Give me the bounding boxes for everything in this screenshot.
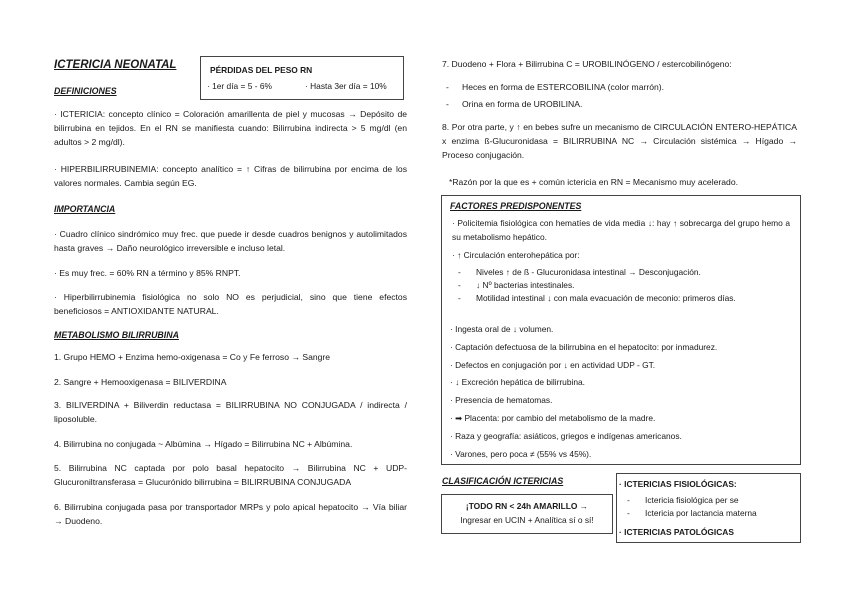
factores-box xyxy=(441,195,801,465)
factor-conjugacion: · Defectos en conjugación por ↓ en actividad UDP - GT. xyxy=(450,359,656,370)
razon-note: *Razón por la que es + común ictericia en RN = Mecanismo muy acelerado. xyxy=(449,177,738,187)
metabolismo-step-2: 2. Sangre + Hemooxigenasa = BILIVERDINA xyxy=(54,377,227,387)
fisiologica-lactancia: - Ictericia por lactancia materna xyxy=(625,507,797,520)
importancia-p3: · Hiperbilirrubinemia fisiológica no solo NO es perjudicial, sino que tiene efectos beneficiosos = ANTIOXIDANTE NATURAL. xyxy=(54,292,407,317)
definiciones-heading: DEFINICIONES xyxy=(54,86,117,96)
perdidas-item-2: · Hasta 3er día = 10% xyxy=(305,81,387,91)
factores-list xyxy=(450,321,792,463)
clasificacion-heading: CLASIFICACIÓN ICTERICIAS xyxy=(442,476,564,486)
metabolismo-step-6: 6. Bilirrubina conjugada pasa por transportador MRPs y polo apical hepatocito → Vía biliar → Duodeno. xyxy=(54,502,407,527)
def-hiperbilirrubinemia: · HIPERBILIRRUBINEMIA: concepto analítico = ↑ Cifras de bilirrubina por encima de los valores normales. Cambia según EG. xyxy=(54,164,407,189)
fisiologica-per-se: - Ictericia fisiológica per se xyxy=(625,494,797,507)
ictericias-types-box xyxy=(616,473,801,543)
factor-ingesta: · Ingesta oral de ↓ volumen. xyxy=(450,324,554,334)
importancia-p1: · Cuadro clínico sindrómico muy frec. que puede ir desde cuadros benignos y autolimitados hasta graves → Daño neurológico irreversible e incluso letal. xyxy=(54,229,407,254)
metabolismo-step-7-list xyxy=(442,80,797,111)
perdidas-title: PÉRDIDAS DEL PESO RN xyxy=(210,65,313,75)
factor-sub-motilidad: - Motilidad intestinal ↓ con mala evacuación de meconio: primeros días. xyxy=(456,292,790,305)
factor-varones: · Varones, pero poca ≠ (55% vs 45%). xyxy=(450,448,592,459)
factores-heading: FACTORES PREDISPONENTES xyxy=(450,201,582,211)
metabolismo-step-8: 8. Por otra parte, y ↑ en bebes sufre un mecanismo de CIRCULACIÓN ENTERO-HEPÁTICA x enzima ß-Glucuronidasa = BILIRRUBINA NC → Circulación sistémica → Hígado → Proceso conjugación. xyxy=(442,122,797,161)
metabolismo-step-7: 7. Duodeno + Flora + Bilirrubina C = UROBILINÓGENO / estercobilinógeno: xyxy=(442,59,732,69)
factor-captacion: · Captación defectuosa de la bilirrubina en el hepatocito: por inmadurez. xyxy=(450,341,718,352)
factor-raza: · Raza y geografía: asiáticos, griegos e indígenas americanos. xyxy=(450,430,682,441)
perdidas-peso-box xyxy=(200,56,404,100)
page-title: ICTERICIA NEONATAL xyxy=(54,59,177,71)
todo-rn-line-2: Ingresar en UCIN + Analítica sí o sí! xyxy=(460,515,594,525)
factor-hematomas: · Presencia de hematomas. xyxy=(450,395,553,406)
factor-sub-bacterias: - ↓ Nº bacterias intestinales. xyxy=(456,279,790,292)
step-7-heces: - Heces en forma de ESTERCOBILINA (color marrón). xyxy=(442,80,797,94)
patologicas-title: · ICTERICIAS PATOLÓGICAS xyxy=(619,527,734,537)
factor-circulacion: · ↑ Circulación enterohepática por: xyxy=(452,250,580,260)
factor-placenta: · ➡ Placenta: por cambio del metabolismo de la madre. xyxy=(450,412,656,423)
factor-circulacion-list xyxy=(456,266,790,305)
factor-policitemia: · Policitemia fisiológica con hematíes de vida media ↓: hay ↑ sobrecarga del grupo hemo a su metabolismo hepático. xyxy=(452,218,790,243)
fisiologicas-list xyxy=(625,494,797,520)
metabolismo-step-4: 4. Bilirrubina no conjugada ~ Albúmina → Hígado = Bilirrubina NC + Albúmina. xyxy=(54,439,353,449)
step-7-orina: - Orina en forma de UROBILINA. xyxy=(442,97,797,111)
todo-rn-line-1: ¡TODO RN < 24h AMARILLO → xyxy=(465,501,589,511)
perdidas-item-1: · 1er día = 5 - 6% xyxy=(207,81,272,91)
importancia-heading: IMPORTANCIA xyxy=(54,204,116,214)
metabolismo-step-5: 5. Bilirrubina NC captada por polo basal hepatocito → Bilirrubina NC + UDP-Glucuroniltransferasa = Glucurónido bilirrubina = BILIRRUBINA CONJUGADA xyxy=(54,463,407,488)
fisiologicas-title: · ICTERICIAS FISIOLÓGICAS: xyxy=(619,479,737,489)
metabolismo-step-1: 1. Grupo HEMO + Enzima hemo-oxigenasa = Co y Fe ferroso → Sangre xyxy=(54,352,331,362)
metabolismo-heading: METABOLISMO BILIRRUBINA xyxy=(54,330,179,340)
todo-rn-box xyxy=(441,494,613,534)
def-ictericia: · ICTERICIA: concepto clínico = Coloración amarillenta de piel y mucosas → Depósito de bilirrubina en tejidos. En el RN se manifiesta cuando: Bilirrubina indirecta > 5 mg/dl (en adultos > 2 mg/dl). xyxy=(54,109,407,148)
importancia-p2: · Es muy frec. = 60% RN a término y 85% RNPT. xyxy=(54,268,241,278)
factor-sub-glucuronidasa: - Niveles ↑ de ß - Glucuronidasa intestinal → Desconjugación. xyxy=(456,266,790,279)
metabolismo-step-3: 3. BILIVERDINA + Biliverdin reductasa = BILIRRUBINA NO CONJUGADA / indirecta / liposoluble. xyxy=(54,400,407,425)
factor-excrecion: · ↓ Excreción hepática de bilirrubina. xyxy=(450,377,585,388)
